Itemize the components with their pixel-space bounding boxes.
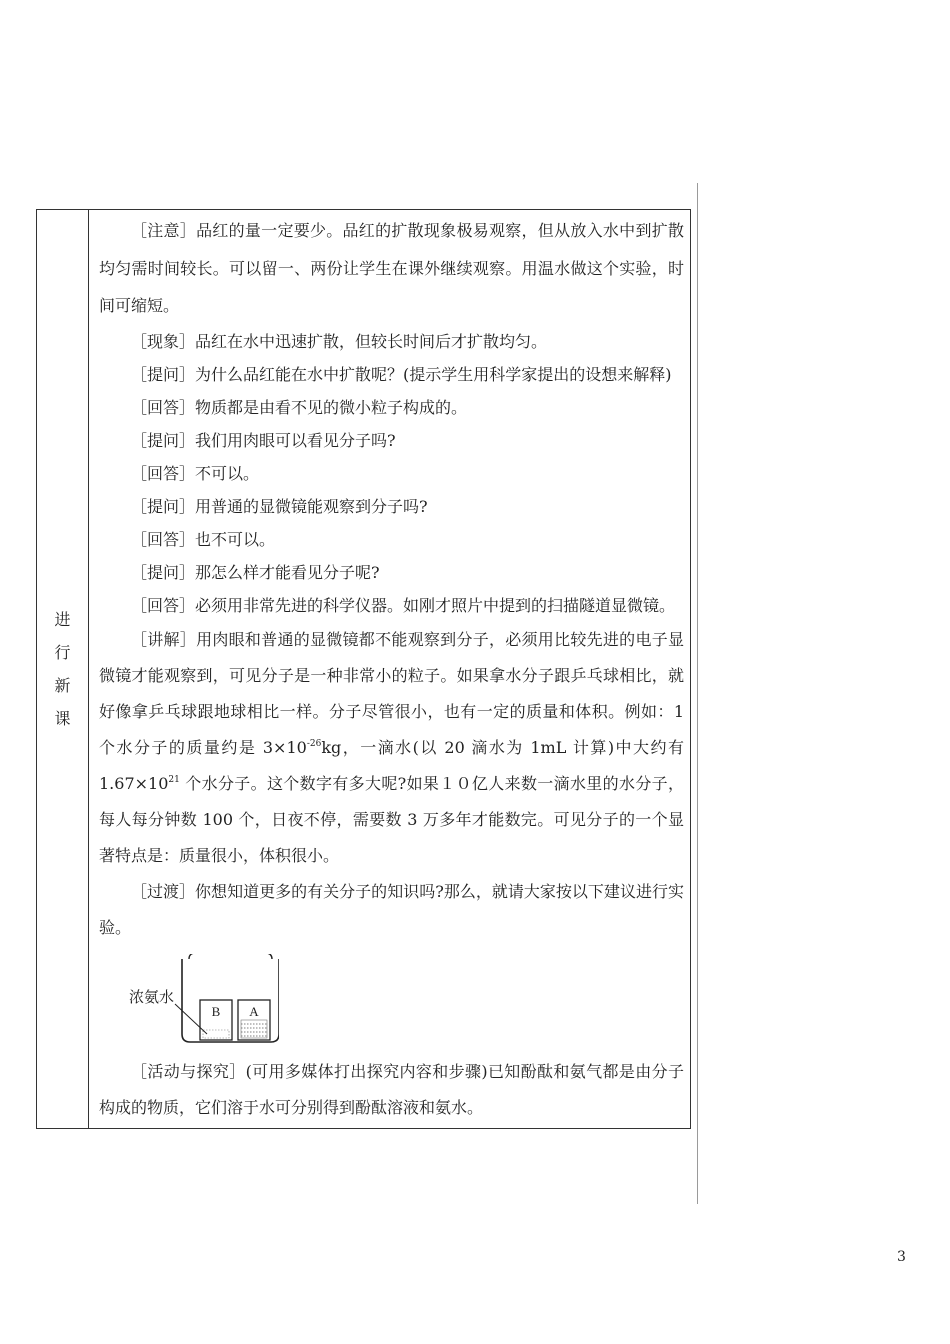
section-label: 进行新课 bbox=[54, 610, 71, 728]
explanation-text-a: ［讲解］用肉眼和普通的显微镜都不能观察到分子，必须用比较先进的电子显微镜才能观察到，可见分子是一种非常小的粒子。如果拿水分子跟乒乓球相比，就好像拿乒乓球跟地球相比一样。分子尽管很小，也有一定的质量和体积。例如：1个水分子的质量约是 3×10 bbox=[99, 629, 684, 757]
explanation-text-c: 个水分子。这个数字有多大呢?如果１０亿人来数一滴水里的水分子，每人每分钟数 100 个，日夜不停，需要数 3 万多年才能数完。可见分子的一个显著特点是：质量很小，体积很小。 bbox=[99, 773, 684, 865]
margin-rule bbox=[697, 183, 698, 1204]
ammonia-pointer-line bbox=[175, 1004, 207, 1034]
beaker-b-label: B bbox=[211, 1003, 221, 1019]
experiment-figure bbox=[99, 946, 684, 1054]
explanation-text-b: kg，一滴水(以 20 滴水为 1mL 计算)中大约有 1.67×10 bbox=[99, 737, 684, 793]
ammonia-label: 浓氨水 bbox=[129, 987, 175, 1006]
answer-paragraph-4: ［回答］必须用非常先进的科学仪器。如刚才照片中提到的扫描隧道显微镜。 bbox=[131, 595, 676, 615]
beaker-diagram bbox=[99, 954, 279, 1054]
page-number: 3 bbox=[897, 1249, 906, 1265]
transition-paragraph: ［过渡］你想知道更多的有关分子的知识吗?那么，就请大家按以下建议进行实验。 bbox=[99, 881, 684, 937]
answer-paragraph-3: ［回答］也不可以。 bbox=[131, 529, 276, 549]
exponent-mass: -26 bbox=[306, 738, 322, 749]
beaker-a-liquid bbox=[241, 1020, 267, 1038]
answer-paragraph-2: ［回答］不可以。 bbox=[131, 463, 260, 483]
question-paragraph-2: ［提问］我们用肉眼可以看见分子吗? bbox=[131, 430, 396, 450]
lesson-table bbox=[36, 209, 691, 1129]
lesson-content bbox=[89, 210, 690, 1128]
phenomenon-paragraph: ［现象］品红在水中迅速扩散，但较长时间后才扩散均匀。 bbox=[131, 331, 548, 351]
explanation-paragraph bbox=[99, 622, 684, 874]
question-paragraph-4: ［提问］那怎么样才能看见分子呢? bbox=[131, 562, 380, 582]
answer-paragraph-1: ［回答］物质都是由看不见的微小粒子构成的。 bbox=[131, 397, 468, 417]
section-label-cell bbox=[37, 210, 89, 1128]
note-paragraph: ［注意］品红的量一定要少。品红的扩散现象极易观察，但从放入水中到扩散均匀需时间较长。可以留一、两份让学生在课外继续观察。用温水做这个实验，时间可缩短。 bbox=[99, 221, 684, 315]
question-paragraph-3: ［提问］用普通的显微镜能观察到分子吗? bbox=[131, 496, 428, 516]
beaker-a-label: A bbox=[249, 1003, 259, 1019]
exponent-count: 21 bbox=[168, 774, 180, 785]
activity-paragraph: ［活动与探究］(可用多媒体打出探究内容和步骤)已知酚酞和氨气都是由分子构成的物质，它们溶于水可分别得到酚酞溶液和氨水。 bbox=[99, 1061, 684, 1117]
bell-jar-top bbox=[189, 954, 272, 959]
question-paragraph-1: ［提问］为什么品红能在水中扩散呢？(提示学生用科学家提出的设想来解释) bbox=[131, 364, 672, 384]
